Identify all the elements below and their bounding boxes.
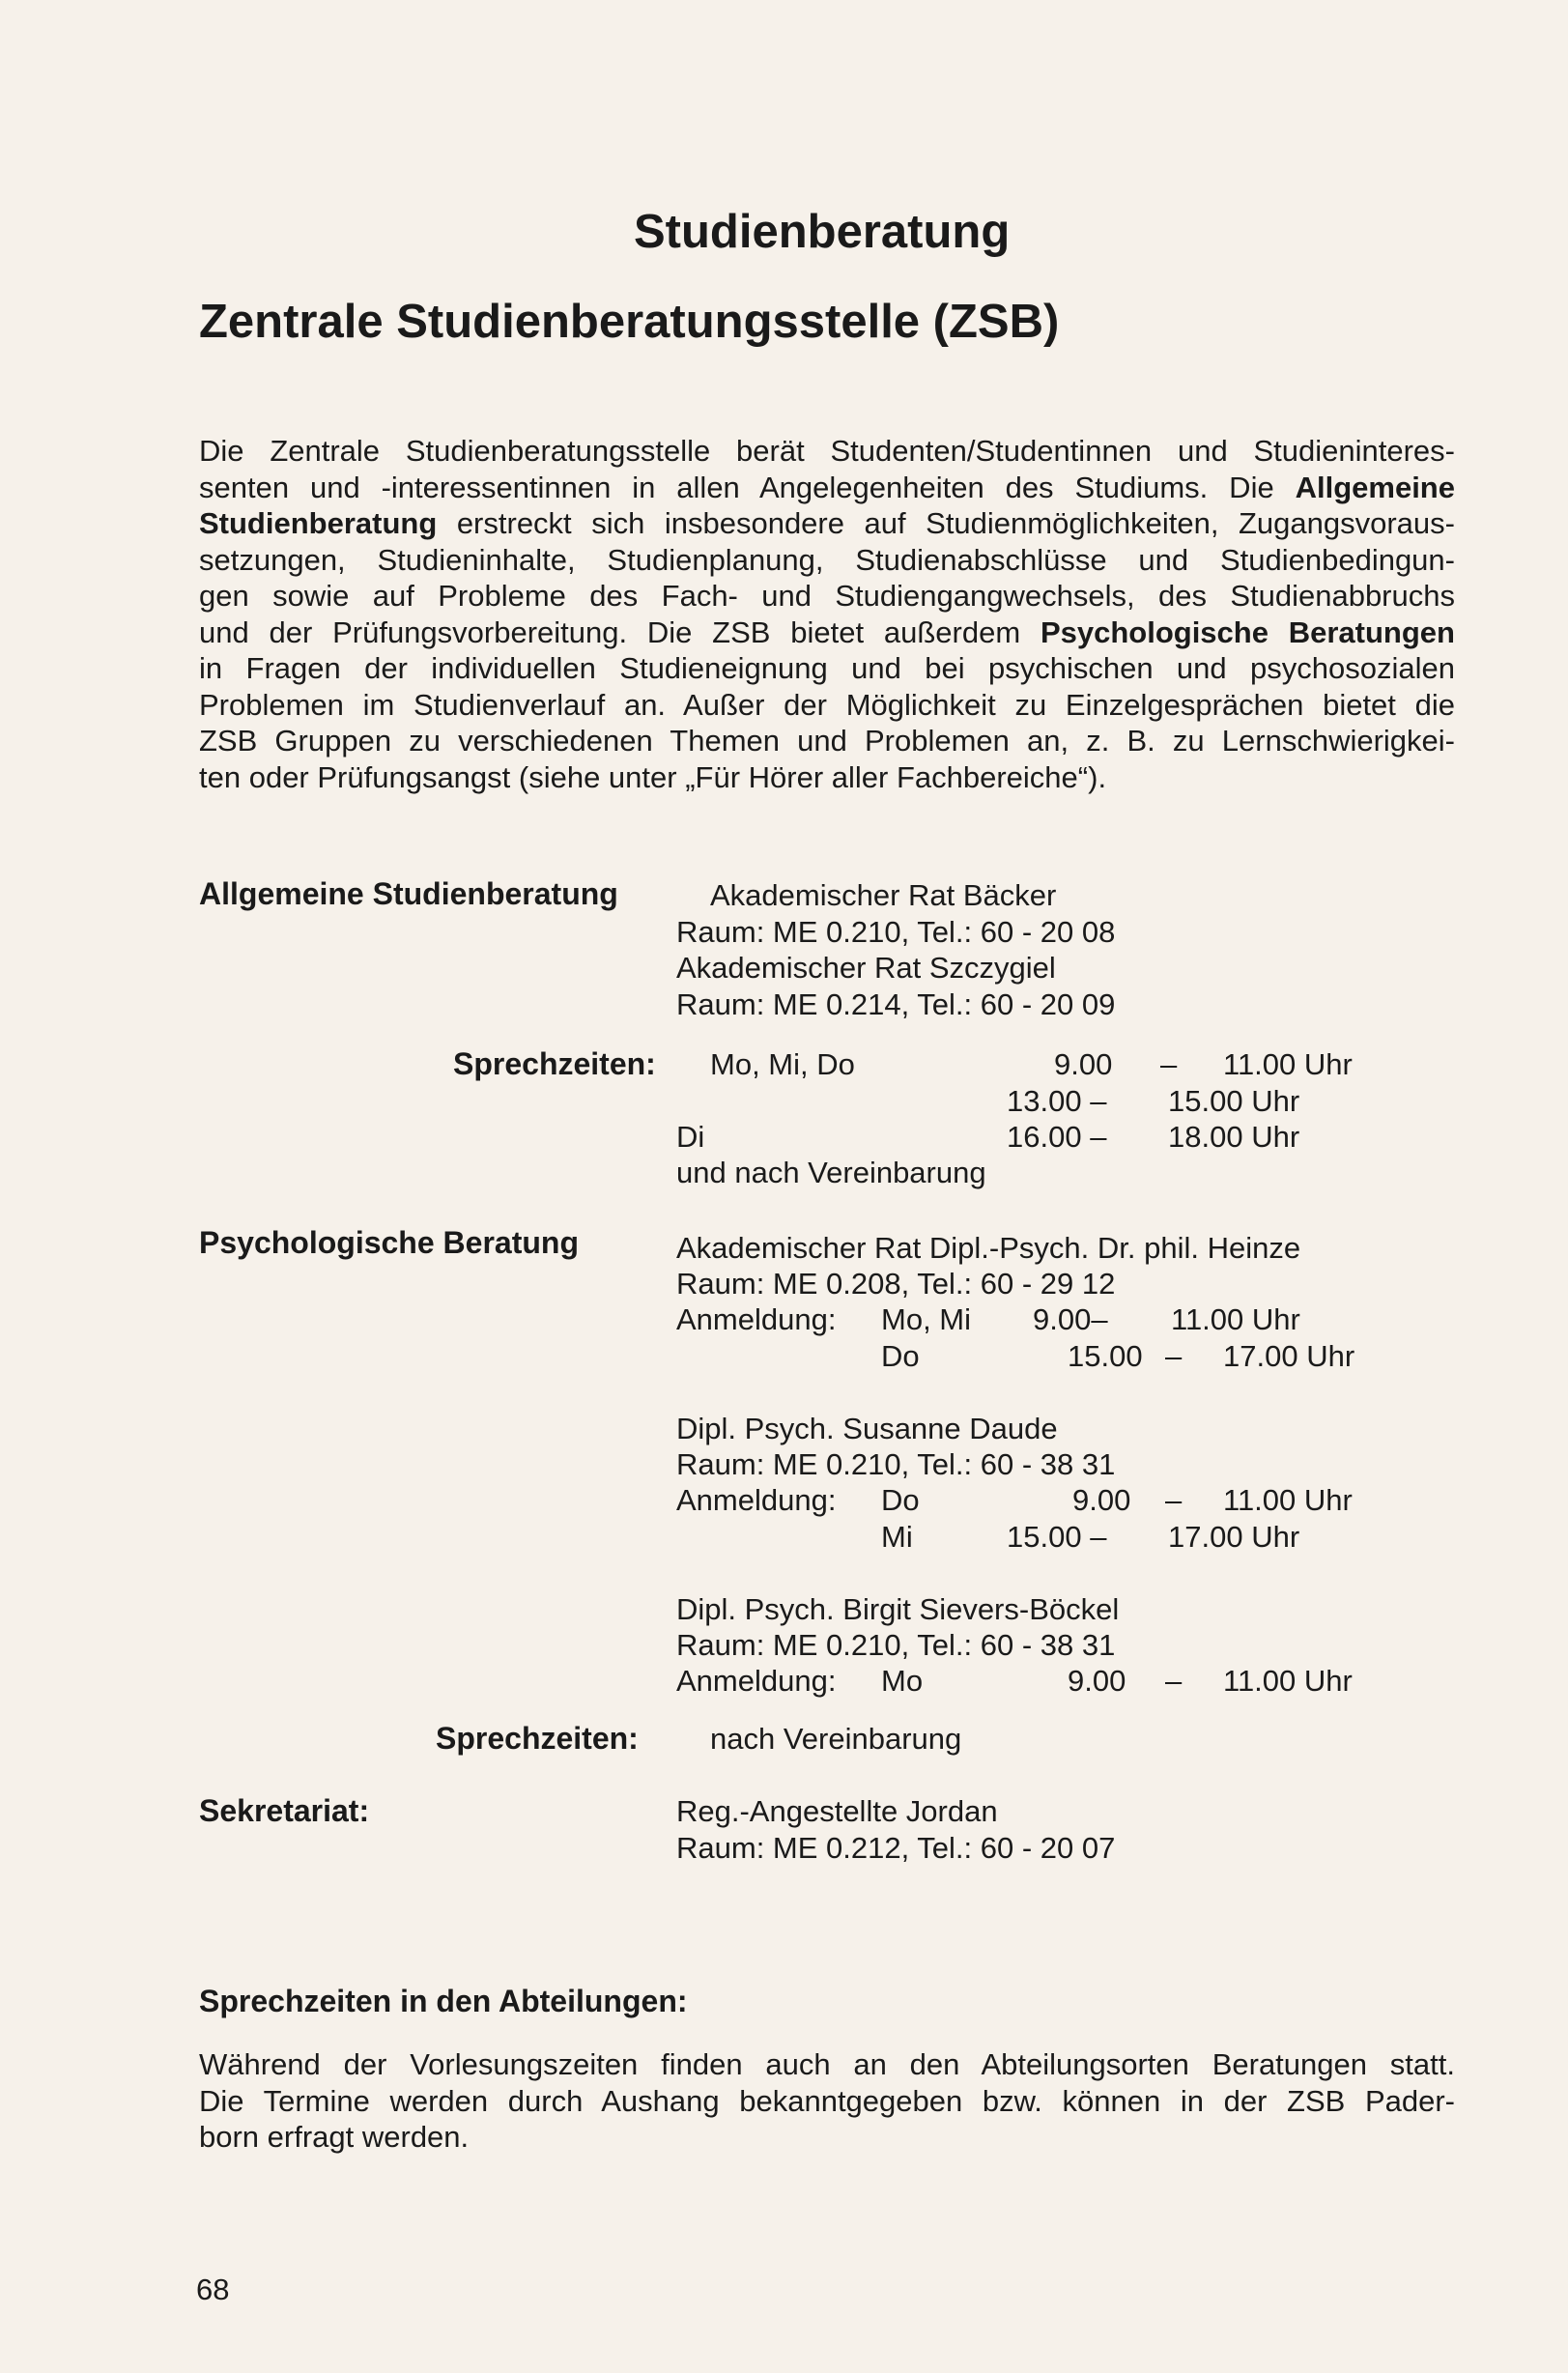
anmeldung-label: Anmeldung: — [676, 1483, 837, 1517]
hours-to: 15.00 Uhr — [1168, 1084, 1300, 1118]
hours-to: 11.00 Uhr — [1171, 1302, 1300, 1336]
intro-line — [199, 615, 1455, 651]
advisor-room: Raum: ME 0.208, Tel.: 60 - 29 12 — [676, 1267, 1116, 1301]
intro-emphasis: Psychologische Beratungen — [1040, 615, 1455, 649]
advisor-name: Akademischer Rat Dipl.-Psych. Dr. phil. Heinze — [676, 1231, 1301, 1265]
advisor-name: Akademischer Rat Bäcker — [710, 878, 1057, 912]
page-title: Studienberatung — [634, 206, 1011, 258]
hours-to: 17.00 Uhr — [1168, 1520, 1300, 1554]
hours-to: 17.00 Uhr — [1223, 1339, 1355, 1373]
advisor-name: Dipl. Psych. Birgit Sievers-Böckel — [676, 1592, 1120, 1626]
abteilungen-line: born erfragt werden. — [199, 2120, 470, 2154]
abteilungen-heading: Sprechzeiten in den Abteilungen: — [199, 1984, 688, 2018]
intro-text: erstreckt sich insbesondere auf Studienmöglichkeiten, Zugangsvoraus- — [456, 506, 1455, 540]
hours-dash: – — [1165, 1483, 1183, 1517]
hours-from: 13.00 – — [1007, 1084, 1107, 1118]
hours-days: Mo, Mi — [881, 1302, 971, 1336]
intro-paragraph — [199, 433, 1455, 795]
hours-days: Mi — [881, 1520, 913, 1554]
hours-note: und nach Vereinbarung — [676, 1156, 986, 1189]
intro-line: setzungen, Studieninhalte, Studienplanung, Studienabschlüsse und Studienbedingun- — [199, 542, 1455, 577]
hours-days: Mo — [881, 1664, 924, 1698]
intro-text: senten und -interessentinnen in allen Angelegenheiten des Studiums. Die — [199, 470, 1274, 504]
hours-from: 9.00 — [1072, 1483, 1131, 1517]
abteilungen-line: Die Termine werden durch Aushang bekanntgegeben bzw. können in der ZSB Pader- — [199, 2083, 1455, 2118]
intro-line: Problemen im Studienverlauf an. Außer der Möglichkeit zu Einzelgesprächen bietet die — [199, 687, 1455, 722]
intro-text: und der Prüfungsvorbereitung. Die ZSB bietet außerdem — [199, 615, 1021, 649]
hours-days: Mo, Mi, Do — [710, 1047, 855, 1081]
sekretariat-label: Sekretariat: — [199, 1793, 370, 1828]
intro-line: ten oder Prüfungsangst (siehe unter „Für Hörer aller Fachbereiche“). — [199, 759, 1107, 794]
intro-line: gen sowie auf Probleme des Fach- und Studiengangwechsels, des Studienabbruchs — [199, 579, 1455, 613]
anmeldung-label: Anmeldung: — [676, 1664, 837, 1698]
psych-label: Psychologische Beratung — [199, 1225, 579, 1260]
hours-to: 11.00 Uhr — [1223, 1047, 1353, 1081]
advisor-name: Akademischer Rat Szczygiel — [676, 951, 1056, 985]
advisor-room: Raum: ME 0.210, Tel.: 60 - 38 31 — [676, 1447, 1116, 1481]
hours-days: Do — [881, 1339, 920, 1373]
page-number: 68 — [196, 2273, 230, 2306]
sprechzeiten-label: Sprechzeiten: — [453, 1046, 656, 1081]
advisor-room: Raum: ME 0.210, Tel.: 60 - 20 08 — [676, 915, 1116, 949]
advisor-name: Dipl. Psych. Susanne Daude — [676, 1412, 1058, 1445]
hours-to: 18.00 Uhr — [1168, 1120, 1300, 1154]
hours-from: 15.00 – — [1007, 1520, 1107, 1554]
abteilungen-paragraph — [199, 2046, 1455, 2156]
hours-to: 11.00 Uhr — [1223, 1483, 1353, 1517]
hours-to: 11.00 Uhr — [1223, 1664, 1353, 1698]
intro-line — [199, 505, 1455, 542]
intro-emphasis: Allgemeine — [1295, 470, 1455, 504]
hours-dash: – — [1160, 1047, 1178, 1081]
hours-from: 9.00 — [1068, 1664, 1126, 1698]
hours-days: Di — [676, 1120, 705, 1154]
hours-dash: – — [1165, 1339, 1183, 1373]
section-title: Zentrale Studienberatungsstelle (ZSB) — [199, 296, 1060, 348]
intro-line: Die Zentrale Studienberatungsstelle berät Studenten/Studentinnen und Studieninteres- — [199, 434, 1455, 468]
abteilungen-line: Während der Vorlesungszeiten finden auch an den Abteilungsorten Beratungen statt. — [199, 2047, 1455, 2081]
intro-line: ZSB Gruppen zu verschiedenen Themen und Problemen an, z. B. zu Lernschwierigkei- — [199, 724, 1455, 758]
hours-days: Do — [881, 1483, 920, 1517]
advisor-room: Raum: ME 0.214, Tel.: 60 - 20 09 — [676, 987, 1116, 1021]
hours-from: 9.00 — [1054, 1047, 1113, 1081]
hours-note: nach Vereinbarung — [710, 1722, 962, 1756]
sprechzeiten-label: Sprechzeiten: — [436, 1721, 639, 1756]
hours-from: 16.00 – — [1007, 1120, 1107, 1154]
allgemein-label: Allgemeine Studienberatung — [199, 876, 618, 911]
intro-emphasis: Studienberatung — [199, 506, 438, 540]
secretary-room: Raum: ME 0.212, Tel.: 60 - 20 07 — [676, 1831, 1116, 1865]
hours-from: 15.00 — [1068, 1339, 1143, 1373]
advisor-room: Raum: ME 0.210, Tel.: 60 - 38 31 — [676, 1628, 1116, 1662]
hours-dash: – — [1165, 1664, 1183, 1698]
anmeldung-label: Anmeldung: — [676, 1302, 837, 1336]
intro-line — [199, 470, 1455, 506]
secretary-name: Reg.-Angestellte Jordan — [676, 1794, 998, 1828]
hours-from: 9.00– — [1033, 1302, 1108, 1336]
intro-line: in Fragen der individuellen Studieneignung und bei psychischen und psychosozialen — [199, 651, 1455, 685]
